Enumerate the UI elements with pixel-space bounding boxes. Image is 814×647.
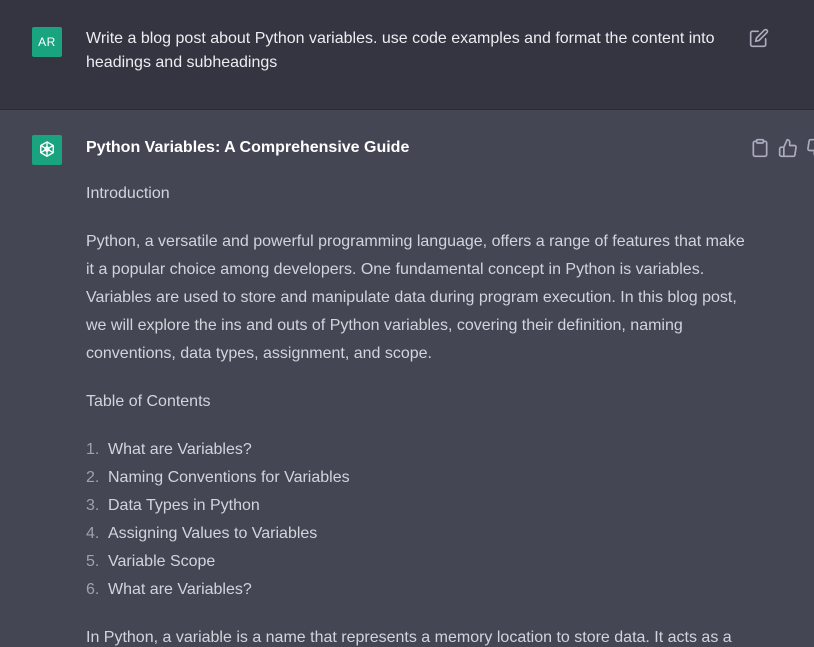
list-item-number: 4. xyxy=(86,525,100,542)
toc-list xyxy=(86,436,746,604)
assistant-message-row xyxy=(0,110,814,647)
list-item-number: 3. xyxy=(86,497,100,514)
user-message-row xyxy=(0,0,814,110)
clipboard-icon[interactable] xyxy=(750,138,770,158)
list-item-label: Assigning Values to Variables xyxy=(108,525,318,542)
list-item-label: Naming Conventions for Variables xyxy=(108,469,350,486)
user-message-text: Write a blog post about Python variables. use code examples and format the content into headings and subheadings xyxy=(86,30,715,71)
assistant-avatar xyxy=(32,135,62,165)
list-item-label: What are Variables? xyxy=(108,581,252,598)
introduction-heading: Introduction xyxy=(86,185,170,202)
list-item xyxy=(86,492,746,520)
list-item xyxy=(86,464,746,492)
assistant-message-content xyxy=(86,136,746,647)
openai-logo-icon xyxy=(36,139,58,161)
edit-icon[interactable] xyxy=(749,28,769,48)
list-item-label: What are Variables? xyxy=(108,441,252,458)
toc-heading: Table of Contents xyxy=(86,393,211,410)
list-item-label: Variable Scope xyxy=(108,553,216,570)
list-item xyxy=(86,548,746,576)
section-body: In Python, a variable is a name that represents a memory location to store data. It acts as a xyxy=(86,629,732,646)
user-avatar: AR xyxy=(32,27,62,57)
message-actions xyxy=(750,138,814,158)
list-item-number: 5. xyxy=(86,553,100,570)
list-item-number: 2. xyxy=(86,469,100,486)
thumbs-down-icon[interactable] xyxy=(806,138,814,158)
list-item xyxy=(86,576,746,604)
list-item xyxy=(86,520,746,548)
list-item xyxy=(86,436,746,464)
thumbs-up-icon[interactable] xyxy=(778,138,798,158)
blog-title: Python Variables: A Comprehensive Guide xyxy=(86,139,410,156)
list-item-label: Data Types in Python xyxy=(108,497,260,514)
introduction-body: Python, a versatile and powerful programming language, offers a range of features that make it a popular choice among developers. One fundamental concept in Python is variables. Variables are used to store and manipulate data during program execution. In this blog post, we will explore the ins and outs of Python variables, covering their definition, naming conventions, data types, assignment, and scope. xyxy=(86,233,745,362)
list-item-number: 1. xyxy=(86,441,100,458)
list-item-number: 6. xyxy=(86,581,100,598)
